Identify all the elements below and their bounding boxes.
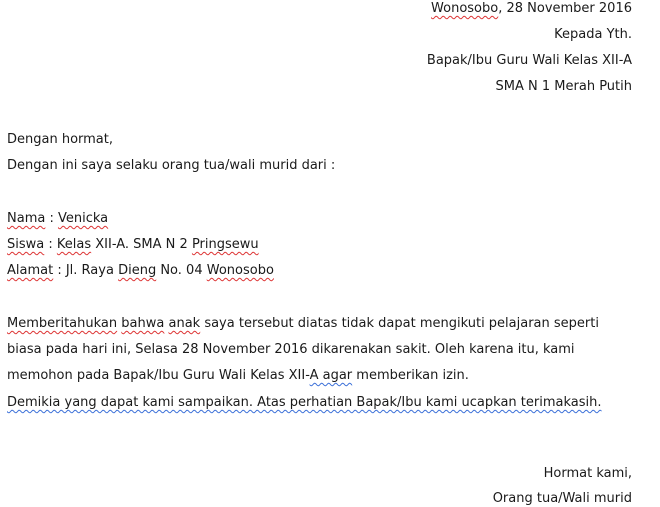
- recipient-school: SMA N 1 Merah Putih: [495, 79, 632, 94]
- intro-text: Dengan ini saya selaku orang tua/wali murid dari :: [7, 158, 336, 173]
- name-label: Nama: [7, 211, 46, 226]
- address-separator: : Jl. Raya: [53, 263, 119, 278]
- closing-regards: Hormat kami,: [543, 466, 632, 481]
- date-line: [431, 1, 632, 17]
- class-separator: :: [44, 237, 57, 252]
- address-value-1: Dieng: [118, 263, 157, 278]
- body-word-bahwa: bahwa: [121, 316, 165, 331]
- body-line-4: Demikia yang dapat kami sampaikan. Atas perhatian Bapak/Ibu kami ucapkan terimakasih.: [7, 395, 602, 410]
- body-line-2: biasa pada hari ini, Selasa 28 November 2016 dikarenakan sakit. Oleh karena itu, kami: [7, 342, 575, 357]
- body-line-3-end: memberikan izin.: [352, 368, 469, 383]
- date-place: Wonosobo: [431, 1, 499, 16]
- recipient-name: Bapak/Ibu Guru Wali Kelas XII-A: [426, 53, 632, 68]
- class-value-1: Kelas: [56, 237, 92, 252]
- body-word-memberitahukan: Memberitahukan: [7, 316, 118, 331]
- student-class-line: [7, 237, 259, 253]
- body-line-3-start: memohon pada Bapak/Ibu Guru Wali Kelas XII-: [7, 368, 310, 383]
- closing-signer: Orang tua/Wali murid: [492, 491, 632, 506]
- body-word-anak: anak: [168, 316, 201, 331]
- class-label: Siswa: [7, 237, 45, 252]
- name-separator: :: [45, 211, 58, 226]
- class-value-3: Pringsewu: [191, 237, 259, 252]
- body-line-3-marked: A agar: [309, 368, 353, 383]
- body-rest-1: saya tersebut diatas tidak dapat mengikuti pelajaran seperti: [200, 316, 599, 331]
- student-address-line: [7, 263, 274, 279]
- recipient-label: Kepada Yth.: [554, 27, 632, 42]
- name-value: Venicka: [57, 211, 109, 226]
- address-value-2: No. 04: [156, 263, 207, 278]
- address-value-3: Wonosobo: [206, 263, 274, 278]
- student-name-line: [7, 211, 108, 227]
- body-line-1: [7, 316, 599, 332]
- class-value-2: XII-A. SMA N 2: [91, 237, 192, 252]
- greeting: Dengan hormat,: [7, 132, 114, 147]
- address-label: Alamat: [7, 263, 54, 278]
- body-line-3: [7, 368, 469, 384]
- date-value: , 28 November 2016: [498, 1, 632, 16]
